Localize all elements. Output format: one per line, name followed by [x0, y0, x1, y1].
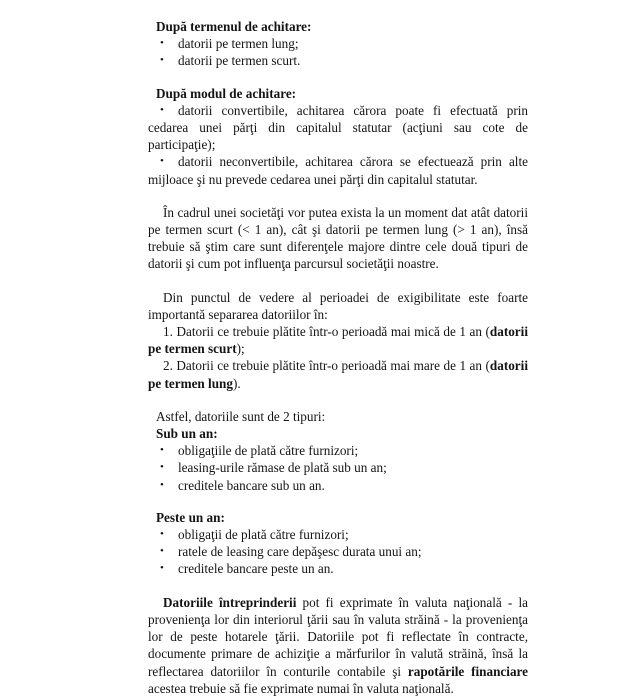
- list-item: [148, 459, 528, 476]
- document-text-column: [148, 18, 528, 697]
- bullet-icon: •: [160, 155, 164, 168]
- numbered-item-1-bold: datorii pe termen scurt: [148, 324, 528, 357]
- bullet-icon: •: [160, 461, 164, 474]
- list-item-label: datorii pe termen lung;: [178, 36, 299, 52]
- list-item-label: datorii convertibile, achitarea cărora poate fi efectuată prin cedarea unei părţi din capitalul statutar (acţiuni sau cote de participaţie);: [148, 102, 528, 153]
- bullet-list-dupa-modul: [148, 102, 528, 188]
- list-item-label: creditele bancare peste un an.: [178, 561, 334, 577]
- section-dupa-modul: [148, 85, 528, 188]
- bullet-list-sub-un-an: [148, 442, 528, 494]
- list-item: [148, 526, 528, 543]
- list-item: [148, 543, 528, 560]
- list-item: [148, 35, 528, 52]
- spacer: [148, 494, 528, 509]
- spacer: [148, 188, 528, 204]
- numbered-item-2-tail: ).: [232, 375, 241, 391]
- bullet-list-dupa-termenul: [148, 35, 528, 69]
- list-item: [148, 477, 528, 494]
- paragraph-datoriile-intreprinderii: [148, 594, 528, 697]
- final-paragraph-body-1: pot fi exprimate în valuta naţională - la provenienţa lor din interiorul ţării sau în valuta străină - la provenienţa lor de peste hotarele ţării. Datoriile pot fi reflectate în contracte, documente primare de achiziţie a mărfurilor în valută străină, însă la reflectarea datoriilor în conturile contabile şi: [148, 594, 528, 679]
- section-dupa-termenul: [148, 18, 528, 70]
- bullet-icon: •: [160, 528, 164, 541]
- list-item: [148, 52, 528, 69]
- bullet-icon: •: [160, 478, 164, 491]
- spacer: [148, 273, 528, 289]
- section-heading-dupa-termenul: După termenul de achitare:: [156, 19, 312, 34]
- section-peste-un-an: [148, 509, 528, 578]
- list-item: [148, 153, 528, 187]
- bullet-icon: •: [160, 103, 164, 116]
- bullet-icon: •: [160, 545, 164, 558]
- final-paragraph-body-2: acestea trebuie să fie exprimate numai în valuta naţională.: [148, 680, 454, 696]
- list-item: [148, 102, 528, 154]
- section-heading-dupa-modul: După modul de achitare:: [156, 85, 297, 101]
- astfel-line: Astfel, datoriile sunt de 2 tipuri:: [156, 408, 326, 424]
- list-item-label: obligaţii de plată către furnizori;: [178, 527, 349, 543]
- bullet-icon: •: [160, 562, 164, 575]
- list-item-label: obligaţiile de plată către furnizori;: [178, 443, 359, 459]
- numbered-item-1-tail: );: [236, 341, 245, 357]
- spacer: [148, 70, 528, 85]
- list-item-label: datorii pe termen scurt.: [178, 53, 301, 69]
- numbered-item-1: [148, 323, 528, 357]
- numbered-item-1-lead: 1. Datorii ce trebuie plătite într-o perioadă mai mică de 1 an (: [163, 324, 490, 340]
- paragraph-cadrul-societati: În cadrul unei societăţi vor putea exista la un moment dat atât datorii pe termen scurt (< 1 an), cât şi datorii pe termen lung (> 1 an), însă trebuie să ştim care sunt diferenţele majore dintre cele două tipuri de datorii şi cum pot influenţa parcursul societăţii noastre.: [148, 204, 528, 272]
- bullet-icon: •: [160, 444, 164, 457]
- list-item: [148, 442, 528, 459]
- list-item-label: creditele bancare sub un an.: [178, 477, 325, 493]
- section-heading-peste-un-an: Peste un an:: [156, 509, 225, 525]
- section-heading-sub-un-an: Sub un an:: [156, 426, 218, 442]
- list-item-label: leasing-urile rămase de plată sub un an;: [178, 460, 387, 476]
- numbered-item-2: [148, 357, 528, 391]
- numbered-item-2-lead: 2. Datorii ce trebuie plătite într-o perioadă mai mare de 1 an (: [163, 358, 490, 374]
- bullet-icon: •: [160, 37, 164, 50]
- list-item-label: datorii neconvertibile, achitarea cărora se efectuează prin alte mijloace şi nu prevede cedarea unei părţi din capitalul statutar.: [148, 154, 528, 187]
- bullet-list-peste-un-an: [148, 526, 528, 578]
- bullet-icon: •: [160, 54, 164, 67]
- list-item: [148, 560, 528, 577]
- final-paragraph-bold-mid: rapotările financiare: [407, 663, 529, 679]
- spacer: [148, 578, 528, 594]
- section-sub-un-an: [148, 425, 528, 494]
- numbered-item-2-bold: datorii pe termen lung: [148, 358, 528, 391]
- paragraph-punctul-de-vedere: Din punctul de vedere al perioadei de exigibilitate este foarte importantă separarea datoriilor în:: [148, 289, 528, 322]
- final-paragraph-bold-lead: Datoriile întreprinderii: [163, 594, 297, 610]
- spacer: [148, 392, 528, 408]
- list-item-label: ratele de leasing care depăşesc durata unui an;: [178, 544, 422, 560]
